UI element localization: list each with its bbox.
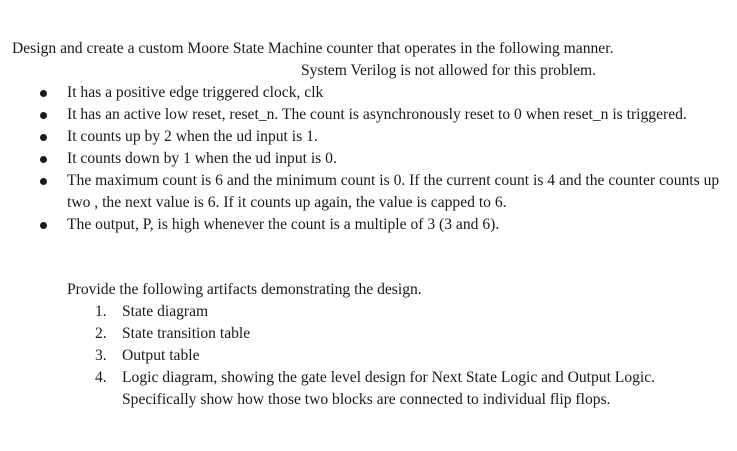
- requirement-text: It has an active low reset, reset_n. The count is asynchronously reset to 0 when reset_n is triggered.: [67, 106, 687, 123]
- artifact-text: Output table: [122, 347, 200, 364]
- artifacts-list: [0, 301, 737, 411]
- artifact-item: [0, 345, 737, 367]
- intro-text: Design and create a custom Moore State Machine counter that operates in the following manner.: [12, 40, 614, 57]
- requirement-item: [0, 148, 737, 170]
- requirement-text: It counts down by 1 when the ud input is 0.: [67, 150, 337, 167]
- bullet-icon: [40, 112, 47, 119]
- requirement-item: [0, 170, 737, 214]
- artifact-item: [0, 323, 737, 345]
- bullet-icon: [40, 156, 47, 163]
- bullet-icon: [40, 222, 47, 229]
- requirements-list: [0, 82, 737, 236]
- requirement-text: It has a positive edge triggered clock, clk: [67, 84, 324, 101]
- artifact-number: 2.: [95, 325, 107, 342]
- artifact-number: 4.: [95, 369, 107, 386]
- artifact-item: [0, 367, 737, 411]
- artifact-item: [0, 301, 737, 323]
- bullet-icon: [40, 90, 47, 97]
- artifacts-heading: Provide the following artifacts demonstrating the design.: [67, 281, 422, 298]
- restriction-note: System Verilog is not allowed for this problem.: [300, 62, 597, 79]
- bullet-icon: [40, 134, 47, 141]
- requirement-text: It counts up by 2 when the ud input is 1.: [67, 128, 318, 145]
- requirement-item: [0, 126, 737, 148]
- requirement-text: The output, P, is high whenever the count is a multiple of 3 (3 and 6).: [67, 216, 500, 233]
- artifact-text: State transition table: [122, 325, 251, 342]
- artifact-text: Logic diagram, showing the gate level design for Next State Logic and Output Logic. Specifically show how those two blocks are connected to individual flip flops.: [122, 369, 656, 408]
- artifact-text: State diagram: [122, 303, 209, 320]
- artifact-number: 3.: [95, 347, 107, 364]
- requirement-item: [0, 82, 737, 104]
- bullet-icon: [40, 178, 47, 185]
- requirement-item: [0, 104, 737, 126]
- requirement-text: The maximum count is 6 and the minimum count is 0. If the current count is 4 and the counter counts up two , the next value is 6. If it counts up again, the value is capped to 6.: [67, 172, 720, 211]
- requirement-item: [0, 214, 737, 236]
- artifact-number: 1.: [95, 303, 107, 320]
